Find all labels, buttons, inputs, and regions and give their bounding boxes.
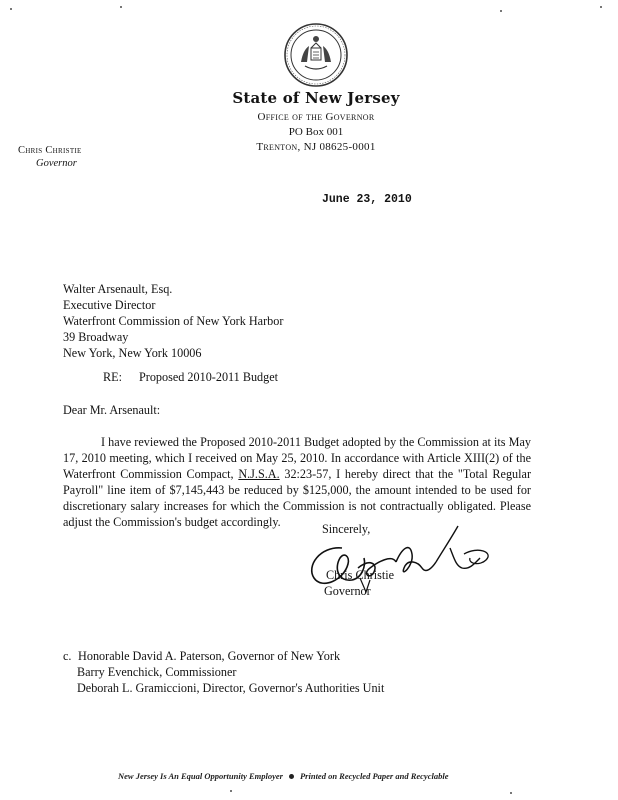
footer-right: Printed on Recycled Paper and Recyclable (299, 771, 449, 781)
body-text-part2: 32:23-57, I hereby direct that the "Total Regular Payroll" line item of $7,145,443 be reduced by $125,000, the amount intended to be used for discretionary salary increases for which the Commission is not contractually obligated. Please adjust the Commission's budget accordingly. (63, 467, 532, 529)
re-label: RE: (103, 370, 122, 384)
scan-speck (120, 6, 122, 8)
bullet-icon (289, 774, 294, 779)
address-line: Walter Arsenault, Esq. (63, 282, 173, 296)
valediction: Sincerely, (322, 522, 371, 536)
cc-line (63, 648, 384, 664)
cc-recipient: Barry Evenchick, Commissioner (77, 665, 237, 679)
office-address (230, 110, 402, 155)
letter-body (63, 434, 531, 530)
governor-block (18, 144, 82, 170)
scan-speck (230, 790, 232, 792)
state-name: State of New Jersey (232, 89, 400, 107)
scan-speck (510, 792, 512, 794)
re-subject: Proposed 2010-2011 Budget (139, 370, 279, 384)
scan-speck (600, 6, 602, 8)
city-zip: Trenton, NJ 08625-0001 (256, 141, 376, 153)
salutation: Dear Mr. Arsenault: (63, 403, 161, 417)
governor-name: Chris Christie (18, 145, 82, 156)
cc-recipient: Deborah L. Gramiccioni, Director, Governor's Authorities Unit (77, 681, 385, 695)
letter-date: June 23, 2010 (322, 193, 412, 206)
re-line (103, 369, 278, 385)
address-line: 39 Broadway (63, 330, 129, 344)
signer-name: Chris Christie (326, 568, 395, 582)
footer-left: New Jersey Is An Equal Opportunity Employer (118, 771, 283, 781)
closing-block (322, 521, 394, 599)
footer (118, 771, 518, 781)
scan-speck (10, 8, 12, 10)
signer-title: Governor (324, 584, 371, 598)
cc-list (63, 648, 384, 696)
address-line: New York, New York 10006 (63, 346, 202, 360)
statute-citation: N.J.S.A. (238, 467, 280, 481)
office-name: Office of the Governor (257, 111, 375, 123)
address-line: Executive Director (63, 298, 156, 312)
cc-prefix: c. (63, 649, 72, 663)
state-seal-icon (283, 22, 349, 88)
scan-speck (500, 10, 502, 12)
address-line: Waterfront Commission of New York Harbor (63, 314, 284, 328)
body-text-part1: I have reviewed the Proposed 2010-2011 Budget adopted by the Commission at its May 17, 2010 meeting, which I received on May 25, 2010. In accordance with Article XIII(2) of the Waterfront Commission Compact, (63, 435, 531, 481)
body-paragraph (63, 434, 531, 530)
cc-recipient: Honorable David A. Paterson, Governor of New York (78, 649, 341, 663)
po-box: PO Box 001 (288, 126, 344, 138)
recipient-address (63, 281, 283, 361)
governor-title: Governor (36, 158, 77, 169)
